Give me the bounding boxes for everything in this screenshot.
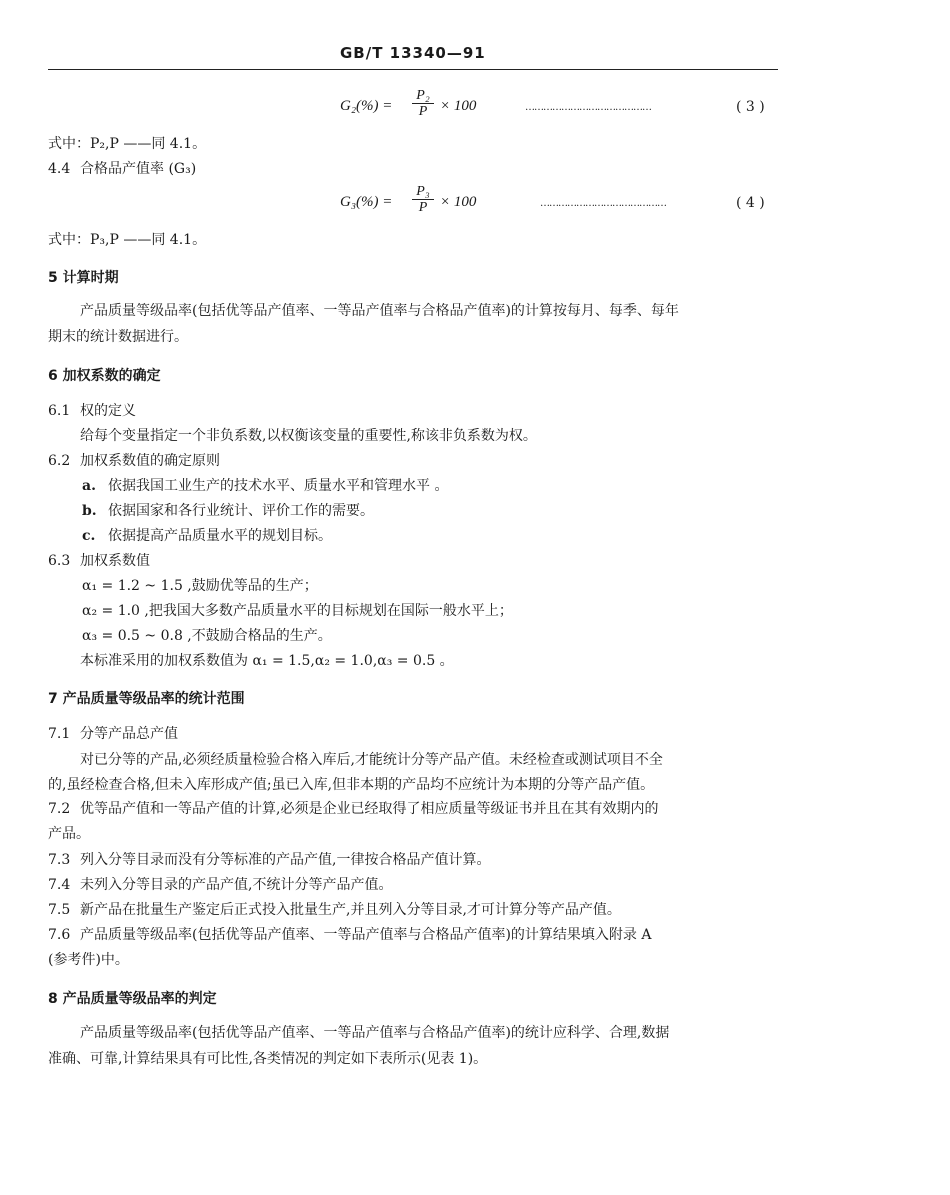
section-7-5-text: 新产品在批量生产鉴定后正式投入批量生产,并且列入分等目录,才可计算分等产品产值。 [80, 902, 621, 918]
formula-3-denominator: P [418, 104, 428, 119]
alpha-3-line: α₃ = 0.5 ~ 0.8 ,不鼓励合格品的生产。 [82, 628, 332, 644]
formula-4-fraction [412, 184, 434, 216]
formula-3-number: ( 3 ) [736, 99, 765, 115]
section-7-heading: 7 产品质量等级品率的统计范围 [48, 691, 245, 707]
formula-3-leader: …………………………………… [525, 102, 651, 113]
section-5-para-line-2: 期末的统计数据进行。 [48, 329, 188, 345]
header-rule [48, 69, 778, 70]
section-7-2-line-2: 产品。 [48, 826, 90, 842]
section-6-heading: 6 加权系数的确定 [48, 368, 161, 384]
section-6-1-title: 权的定义 [80, 403, 136, 419]
alpha-2-line: α₂ = 1.0 ,把我国大多数产品质量水平的目标规划在国际一般水平上； [82, 603, 513, 619]
section-8-heading: 8 产品质量等级品率的判定 [48, 991, 217, 1007]
list-a-label: a. [82, 478, 96, 494]
standard-code: GB/T 13340—91 [340, 44, 486, 62]
section-6-2-number: 6.2 [48, 453, 71, 469]
section-4-4-number: 4.4 [48, 161, 71, 177]
section-7-6-number: 7.6 [48, 927, 71, 943]
section-6-2-title: 加权系数值的确定原则 [80, 453, 220, 469]
list-b-text: 依据国家和各行业统计、评价工作的需要。 [108, 503, 374, 519]
section-6-3-number: 6.3 [48, 553, 71, 569]
alpha-1-line: α₁ = 1.2 ~ 1.5 ,鼓励优等品的生产； [82, 578, 318, 594]
section-7-1-title: 分等产品总产值 [80, 726, 178, 742]
section-7-3-text: 列入分等目录而没有分等标准的产品产值,一律按合格品产值计算。 [80, 852, 491, 868]
formula-4-leader: …………………………………… [540, 198, 666, 209]
section-8-para-line-1: 产品质量等级品率(包括优等品产值率、一等品产值率与合格品产值率)的统计应科学、合理,数据 [80, 1025, 670, 1041]
section-7-4-number: 7.4 [48, 877, 71, 893]
section-7-6-line-2: (参考件)中。 [48, 952, 129, 968]
list-a-text: 依据我国工业生产的技术水平、质量水平和管理水平 。 [108, 478, 449, 494]
formula-3-where: 式中：P₂,P ——同 4.1。 [48, 136, 207, 152]
section-4-4-title: 合格品产值率 (G₃) [80, 161, 197, 177]
list-b-label: b. [82, 503, 97, 519]
section-7-1-line-2: 的,虽经检查合格,但未入库形成产值;虽已入库,但非本期的产品均不应统计为本期的分等产品产值。 [48, 777, 655, 793]
section-5-para-line-1: 产品质量等级品率(包括优等品产值率、一等品产值率与合格品产值率)的计算按每月、每季、每年 [80, 303, 679, 319]
section-5-heading: 5 计算时期 [48, 270, 119, 286]
formula-3-lhs: G₂(%) = [340, 98, 393, 114]
formula-4-numerator: P₃ [412, 184, 434, 200]
section-6-1-number: 6.1 [48, 403, 71, 419]
section-7-6-line-1: 产品质量等级品率(包括优等品产值率、一等品产值率与合格品产值率)的计算结果填入附录 A [80, 927, 652, 943]
formula-3-rhs: × 100 [440, 98, 477, 114]
list-c-text: 依据提高产品质量水平的规划目标。 [108, 528, 332, 544]
formula-4-where: 式中：P₃,P ——同 4.1。 [48, 232, 207, 248]
section-6-3-title: 加权系数值 [80, 553, 150, 569]
section-6-1-body: 给每个变量指定一个非负系数,以权衡该变量的重要性,称该非负系数为权。 [80, 428, 537, 444]
section-7-3-number: 7.3 [48, 852, 71, 868]
section-7-1-line-1: 对已分等的产品,必须经质量检验合格入库后,才能统计分等产品产值。未经检查或测试项目不全 [80, 752, 663, 768]
formula-4-denominator: P [418, 200, 428, 215]
formula-3-fraction [412, 88, 434, 120]
formula-4-number: ( 4 ) [736, 195, 765, 211]
section-7-4-text: 未列入分等目录的产品产值,不统计分等产品产值。 [80, 877, 393, 893]
section-8-para-line-2: 准确、可靠,计算结果具有可比性,各类情况的判定如下表所示(见表 1)。 [48, 1051, 488, 1067]
section-7-2-line-1: 优等品产值和一等品产值的计算,必须是企业已经取得了相应质量等级证书并且在其有效期内的 [80, 801, 659, 817]
formula-4-rhs: × 100 [440, 194, 477, 210]
formula-4-lhs: G₃(%) = [340, 194, 393, 210]
list-c-label: c. [82, 528, 96, 544]
section-7-5-number: 7.5 [48, 902, 71, 918]
section-7-1-number: 7.1 [48, 726, 71, 742]
adopted-weights-line: 本标准采用的加权系数值为 α₁ = 1.5,α₂ = 1.0,α₃ = 0.5 。 [80, 653, 454, 669]
section-7-2-number: 7.2 [48, 801, 71, 817]
formula-3-numerator: P₂ [412, 88, 434, 104]
